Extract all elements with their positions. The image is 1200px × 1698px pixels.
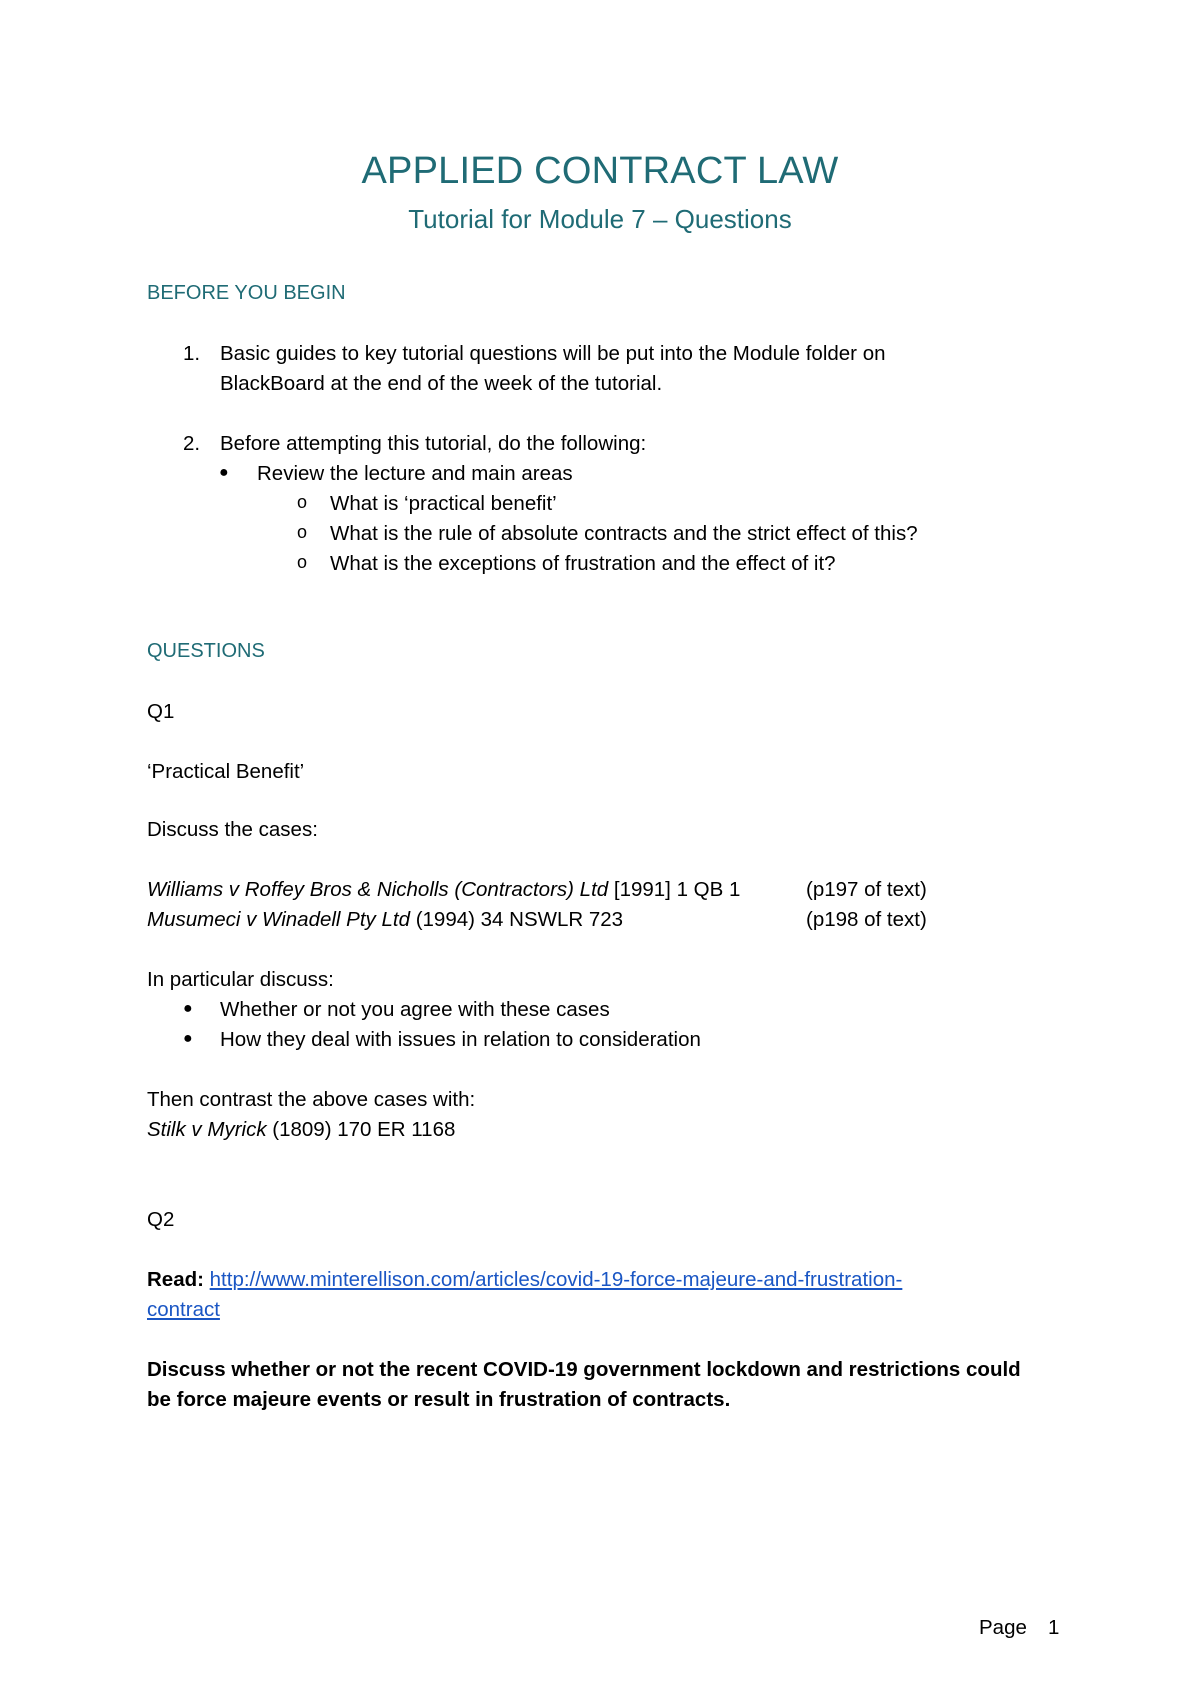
q2-read-line xyxy=(147,1268,902,1292)
item-1-line-1: Basic guides to key tutorial questions will be put into the Module folder on xyxy=(220,342,886,365)
q1-point-2: How they deal with issues in relation to consideration xyxy=(220,1028,701,1051)
case-musumeci xyxy=(147,908,623,932)
circle-bullet-icon: o xyxy=(297,492,308,512)
case-name: Musumeci v Winadell Pty Ltd xyxy=(147,908,410,931)
subbullet-2: What is the rule of absolute contracts and the strict effect of this? xyxy=(330,522,918,545)
bullet-review: Review the lecture and main areas xyxy=(257,462,573,485)
case-stilk xyxy=(147,1118,455,1142)
q1-point-1: Whether or not you agree with these cases xyxy=(220,998,610,1021)
q1-topic: ‘Practical Benefit’ xyxy=(147,760,305,783)
case-name: Williams v Roffey Bros & Nicholls (Contractors) Ltd xyxy=(147,878,609,901)
bullet-icon: ● xyxy=(183,1000,193,1017)
bullet-icon: ● xyxy=(219,464,229,481)
q1-discuss: In particular discuss: xyxy=(147,968,334,991)
before-you-begin-heading: BEFORE YOU BEGIN xyxy=(147,282,346,304)
list-number-2: 2. xyxy=(183,432,201,455)
document-title: APPLIED CONTRACT LAW xyxy=(361,150,839,192)
page-label: Page xyxy=(979,1616,1027,1639)
q1-intro: Discuss the cases: xyxy=(147,818,318,841)
q2-label: Q2 xyxy=(147,1208,175,1231)
article-link[interactable]: http://www.minterellison.com/articles/covid-19-force-majeure-and-frustration- xyxy=(209,1268,903,1291)
circle-bullet-icon: o xyxy=(297,552,308,572)
article-link-continued[interactable]: contract xyxy=(147,1298,220,1321)
bullet-icon: ● xyxy=(183,1030,193,1047)
q2-discuss-line-2: be force majeure events or result in frustration of contracts. xyxy=(147,1388,731,1411)
page-number: 1 xyxy=(1048,1616,1060,1639)
questions-heading: QUESTIONS xyxy=(147,640,265,662)
case-name: Stilk v Myrick xyxy=(147,1118,267,1141)
q1-label: Q1 xyxy=(147,700,175,723)
document-subtitle: Tutorial for Module 7 – Questions xyxy=(408,204,792,234)
case-citation: (1994) 34 NSWLR 723 xyxy=(410,908,624,931)
read-label: Read: xyxy=(147,1268,210,1291)
case-citation: [1991] 1 QB 1 xyxy=(608,878,741,901)
case-williams-ref: (p197 of text) xyxy=(806,878,927,901)
q1-contrast: Then contrast the above cases with: xyxy=(147,1088,476,1111)
q2-discuss-line-1: Discuss whether or not the recent COVID-19 government lockdown and restrictions could xyxy=(147,1358,1021,1381)
item-1-line-2: BlackBoard at the end of the week of the tutorial. xyxy=(220,372,663,395)
case-musumeci-ref: (p198 of text) xyxy=(806,908,927,931)
list-number-1: 1. xyxy=(183,342,201,365)
case-williams xyxy=(147,878,740,902)
circle-bullet-icon: o xyxy=(297,522,308,542)
case-citation: (1809) 170 ER 1168 xyxy=(266,1118,456,1141)
subbullet-3: What is the exceptions of frustration and the effect of it? xyxy=(330,552,836,575)
item-2-line-1: Before attempting this tutorial, do the following: xyxy=(220,432,647,455)
subbullet-1: What is ‘practical benefit’ xyxy=(330,492,557,515)
